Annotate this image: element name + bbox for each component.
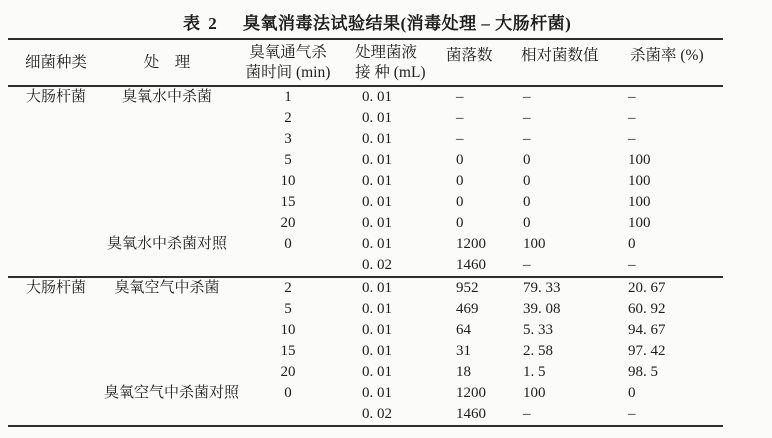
table-row <box>8 150 723 171</box>
table-cell: 10 <box>280 173 296 189</box>
table-number-label: 表 2 <box>183 14 219 33</box>
table-cell: 大肠杆菌 <box>8 277 104 299</box>
column-header-line1: 处 理 <box>143 53 191 71</box>
table-cell <box>104 150 230 171</box>
table-cell: 64 <box>456 322 471 338</box>
table-cell <box>104 404 230 426</box>
table-cell: 臭氧水中杀菌 <box>121 89 212 105</box>
table-cell: 20. 67 <box>623 277 723 299</box>
table-cell: 0 <box>523 194 531 210</box>
table-row <box>8 383 723 404</box>
table-cell: 5 <box>284 301 292 317</box>
table-cell: 0 <box>284 385 292 401</box>
table-cell: – <box>628 257 636 273</box>
table-cell: 31 <box>456 343 471 359</box>
table-cell: 100 <box>628 152 651 168</box>
table-row <box>8 171 723 192</box>
table-cell: 100 <box>628 173 651 189</box>
column-header-line1: 细菌种类 <box>24 53 87 71</box>
table-cell: 1460 <box>456 406 486 422</box>
table-cell: 952 <box>442 277 518 299</box>
table-cell: 0. 01 <box>362 110 392 126</box>
table-cell: 臭氧水中杀菌对照 <box>106 236 227 252</box>
table-cell: 79. 33 <box>518 277 623 299</box>
table-cell: 0 <box>523 152 531 168</box>
table-row <box>8 213 723 234</box>
table-cell: 15 <box>280 194 296 210</box>
table-cell <box>104 192 230 213</box>
table-cell: 0 <box>523 215 531 231</box>
table-cell: 97. 42 <box>628 343 666 359</box>
results-table <box>8 38 723 427</box>
table-row <box>8 341 723 362</box>
table-cell <box>8 362 104 383</box>
table-cell <box>104 255 230 277</box>
table-cell: 0 <box>456 215 464 231</box>
table-header-row <box>8 39 723 86</box>
table-cell: 大肠杆菌 <box>25 89 86 105</box>
table-cell: 0. 01 <box>362 173 392 189</box>
table-cell <box>8 129 104 150</box>
table-cell: – <box>456 110 464 126</box>
table-cell: 0 <box>628 385 636 401</box>
table-cell: – <box>523 257 531 273</box>
table-cell <box>8 171 104 192</box>
table-cell: 0 <box>284 236 292 252</box>
table-cell <box>8 299 104 320</box>
table-cell: 0. 01 <box>362 194 392 210</box>
table-row <box>8 108 723 129</box>
table-cell: 0. 01 <box>362 131 392 147</box>
table-cell: 臭氧空气中杀菌 <box>104 277 230 299</box>
column-header-line1: 杀菌率 (%) <box>630 47 704 64</box>
table-cell: 0 <box>628 236 636 252</box>
table-cell: 1460 <box>456 257 486 273</box>
table-caption <box>0 7 772 35</box>
column-header-line1: 相对菌数值 <box>521 47 599 64</box>
table-cell: 0 <box>456 152 464 168</box>
table-cell <box>8 341 104 362</box>
table-row <box>8 255 723 277</box>
table-cell <box>104 213 230 234</box>
table-cell: 100 <box>523 385 546 401</box>
table-row <box>8 234 723 255</box>
table-cell: 469 <box>456 301 479 317</box>
table-cell: 1200 <box>456 236 486 252</box>
table-cell: 1200 <box>456 385 486 401</box>
table-cell: 20 <box>280 215 296 231</box>
table-title-text: 臭氧消毒法试验结果(消毒处理 – 大肠杆菌) <box>243 14 572 33</box>
table-cell <box>8 234 104 255</box>
table-cell: 0. 01 <box>362 215 392 231</box>
table-cell: 0 <box>456 194 464 210</box>
table-cell: 0. 01 <box>362 385 392 401</box>
table-cell: 15 <box>280 343 296 359</box>
table-cell <box>8 404 104 426</box>
table-cell: 100 <box>628 194 651 210</box>
table-row <box>8 299 723 320</box>
table-row <box>8 129 723 150</box>
table-cell: 0. 01 <box>362 322 392 338</box>
table-header <box>8 39 723 86</box>
table-cell: 1. 5 <box>523 364 546 380</box>
table-cell: – <box>523 406 531 422</box>
table-cell <box>104 362 230 383</box>
table-cell: 39. 08 <box>523 301 561 317</box>
table-cell <box>8 192 104 213</box>
table-cell: – <box>628 110 636 126</box>
table-cell: 0 <box>456 173 464 189</box>
table-cell: – <box>628 131 636 147</box>
table-cell <box>104 320 230 341</box>
table-cell: – <box>628 406 636 422</box>
table-cell: – <box>523 89 531 105</box>
table-cell: 0. 02 <box>362 257 392 273</box>
table-cell <box>104 129 230 150</box>
table-cell: 5. 33 <box>523 322 553 338</box>
table-cell: – <box>456 131 464 147</box>
table-cell <box>8 150 104 171</box>
column-header-line1: 处理菌液 <box>355 43 418 61</box>
column-header <box>623 39 723 86</box>
table-cell: 98. 5 <box>628 364 658 380</box>
table-cell: 0. 01 <box>346 277 442 299</box>
table-cell: 2 <box>284 110 292 126</box>
table-cell: 1 <box>284 89 292 105</box>
table-cell <box>8 255 104 277</box>
table-cell: 0. 01 <box>362 364 392 380</box>
table-cell: 0. 01 <box>362 236 392 252</box>
table-cell: – <box>523 131 531 147</box>
column-header-line1: 臭氧通气杀 <box>249 43 327 61</box>
table-cell: – <box>628 89 636 105</box>
table-cell: 0. 02 <box>362 406 392 422</box>
table-cell: 100 <box>628 215 651 231</box>
table-cell: 18 <box>456 364 471 380</box>
table-cell: 0. 01 <box>362 89 392 105</box>
column-header-line1: 菌落数 <box>446 47 493 64</box>
table-cell <box>104 341 230 362</box>
table-cell: 10 <box>280 322 296 338</box>
column-header <box>442 39 518 86</box>
table-cell: 3 <box>284 131 292 147</box>
table-row <box>8 404 723 426</box>
table-cell: 20 <box>280 364 296 380</box>
table-cell: 2 <box>230 277 346 299</box>
table-cell <box>230 255 346 277</box>
table-cell <box>8 383 104 404</box>
table-cell <box>104 171 230 192</box>
table-cell: 5 <box>284 152 292 168</box>
table-cell <box>104 299 230 320</box>
table-row <box>8 86 723 108</box>
table-row <box>8 320 723 341</box>
table-row <box>8 277 723 299</box>
table-cell: 0 <box>523 173 531 189</box>
table-cell: 0. 01 <box>362 152 392 168</box>
table-cell <box>104 108 230 129</box>
table-cell <box>8 320 104 341</box>
column-header-line2: 接 种 (mL) <box>355 63 426 81</box>
table-cell: 臭氧空气中杀菌对照 <box>104 385 240 401</box>
column-header <box>8 39 104 86</box>
column-header-line2: 菌时间 (min) <box>245 63 331 81</box>
table-cell <box>8 108 104 129</box>
table-cell: 94. 67 <box>628 322 666 338</box>
table-cell: 100 <box>523 236 546 252</box>
column-header <box>104 39 230 86</box>
table-cell: 0. 01 <box>362 343 392 359</box>
table-cell <box>8 213 104 234</box>
table-cell <box>230 404 346 426</box>
table-body <box>8 86 723 426</box>
table-cell: – <box>456 89 464 105</box>
table-cell: 0. 01 <box>362 301 392 317</box>
column-header <box>518 39 623 86</box>
column-header <box>230 39 346 86</box>
table-row <box>8 362 723 383</box>
table-cell: 2. 58 <box>523 343 553 359</box>
table-row <box>8 192 723 213</box>
table-cell: 60. 92 <box>628 301 666 317</box>
column-header <box>346 39 442 86</box>
table-cell: – <box>523 110 531 126</box>
